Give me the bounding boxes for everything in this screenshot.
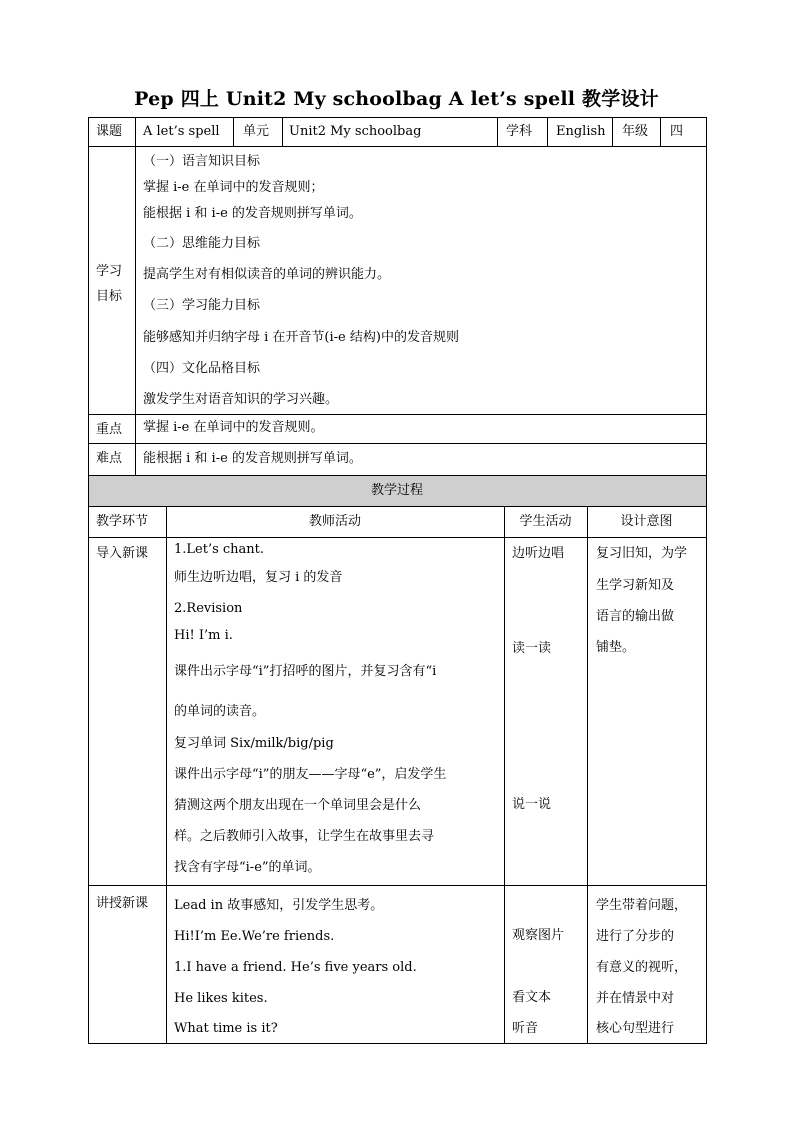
teacher-line: He likes kites. xyxy=(174,991,268,1006)
key-point-value: 掌握 i-e 在单词中的发音规则。 xyxy=(143,420,324,435)
grade-label: 年级 xyxy=(622,124,649,139)
goal-line: 激发学生对语音知识的学习兴趣。 xyxy=(143,392,339,407)
goal-line: （四）文化品格目标 xyxy=(143,361,261,376)
intent-line: 学生带着问题， xyxy=(596,898,688,913)
intent-line: 并在情景中对 xyxy=(596,991,675,1006)
goals-label-line2: 目标 xyxy=(96,289,123,304)
goal-line: 能够感知并归纳字母 i 在开音节(i-e 结构)中的发音规则 xyxy=(143,330,459,345)
teacher-line: 1.Let’s chant. xyxy=(174,542,265,557)
goal-line: （一）语言知识目标 xyxy=(143,154,261,169)
teacher-line: Hi!I’m Ee.We’re friends. xyxy=(174,929,335,944)
subject-label: 学科 xyxy=(506,124,533,139)
teacher-line: 的单词的读音。 xyxy=(174,704,266,719)
goal-line: （二）思维能力目标 xyxy=(143,236,261,251)
teacher-line: 猜测这两个朋友出现在一个单词里会是什么 xyxy=(174,798,422,813)
unit-value: Unit2 My schoolbag xyxy=(289,124,422,139)
goal-line: 提高学生对有相似读音的单词的辨识能力。 xyxy=(143,267,391,282)
teacher-line: 复习单词 Six/milk/big/pig xyxy=(174,736,334,751)
difficulty-label: 难点 xyxy=(96,451,123,466)
key-point-label: 重点 xyxy=(96,422,123,437)
page-title: Pep 四上 Unit2 My schoolbag A let’s spell 教学设计 xyxy=(134,88,659,110)
intent-line: 复习旧知，为学 xyxy=(596,546,688,561)
process-header: 教学过程 xyxy=(370,483,423,498)
teacher-line: Lead in 故事感知，引发学生思考。 xyxy=(174,898,384,913)
teacher-line: Hi! I’m i. xyxy=(174,628,233,643)
stage-cell: 导入新课 xyxy=(96,546,149,561)
topic-value: A let’s spell xyxy=(143,124,220,139)
teacher-line: 1.I have a friend. He’s five years old. xyxy=(174,960,417,975)
column-header-stage: 教学环节 xyxy=(96,514,149,529)
topic-label: 课题 xyxy=(96,124,123,139)
student-activity: 说一说 xyxy=(512,797,552,812)
teacher-line: 样。之后教师引入故事，让学生在故事里去寻 xyxy=(174,829,435,844)
student-activity: 读一读 xyxy=(512,641,552,656)
subject-value: English xyxy=(556,124,606,139)
teacher-line: 2.Revision xyxy=(174,601,243,616)
teacher-line: 师生边听边唱，复习 i 的发音 xyxy=(174,570,343,585)
goal-line: （三）学习能力目标 xyxy=(143,298,261,313)
column-header-teacher: 教师活动 xyxy=(308,514,361,529)
difficulty-value: 能根据 i 和 i-e 的发音规则拼写单词。 xyxy=(143,451,362,466)
goal-line: 能根据 i 和 i-e 的发音规则拼写单词。 xyxy=(143,206,362,221)
intent-line: 语言的输出做 xyxy=(596,609,675,624)
teacher-line: 课件出示字母“i”的朋友——字母“e”，启发学生 xyxy=(174,767,447,782)
intent-line: 铺垫。 xyxy=(596,640,636,655)
grade-value: 四 xyxy=(670,124,684,139)
intent-line: 有意义的视听， xyxy=(596,960,688,975)
teacher-line: 找含有字母“i-e”的单词。 xyxy=(174,860,321,875)
unit-label: 单元 xyxy=(243,124,270,139)
student-activity: 看文本 xyxy=(512,990,552,1005)
goal-line: 掌握 i-e 在单词中的发音规则； xyxy=(143,180,324,195)
teacher-line: 课件出示字母“i”打招呼的图片，并复习含有“i xyxy=(174,664,437,679)
student-activity: 边听边唱 xyxy=(512,546,565,561)
goals-label-line1: 学习 xyxy=(96,264,123,279)
intent-line: 核心句型进行 xyxy=(596,1021,675,1036)
intent-line: 生学习新知及 xyxy=(596,578,675,593)
teacher-line: What time is it? xyxy=(174,1021,278,1036)
intent-line: 进行了分步的 xyxy=(596,929,675,944)
student-activity: 观察图片 xyxy=(512,928,565,943)
column-header-student: 学生活动 xyxy=(519,514,572,529)
stage-cell: 讲授新课 xyxy=(96,896,149,911)
column-header-intent: 设计意图 xyxy=(620,514,673,529)
student-activity: 听音 xyxy=(512,1021,539,1036)
